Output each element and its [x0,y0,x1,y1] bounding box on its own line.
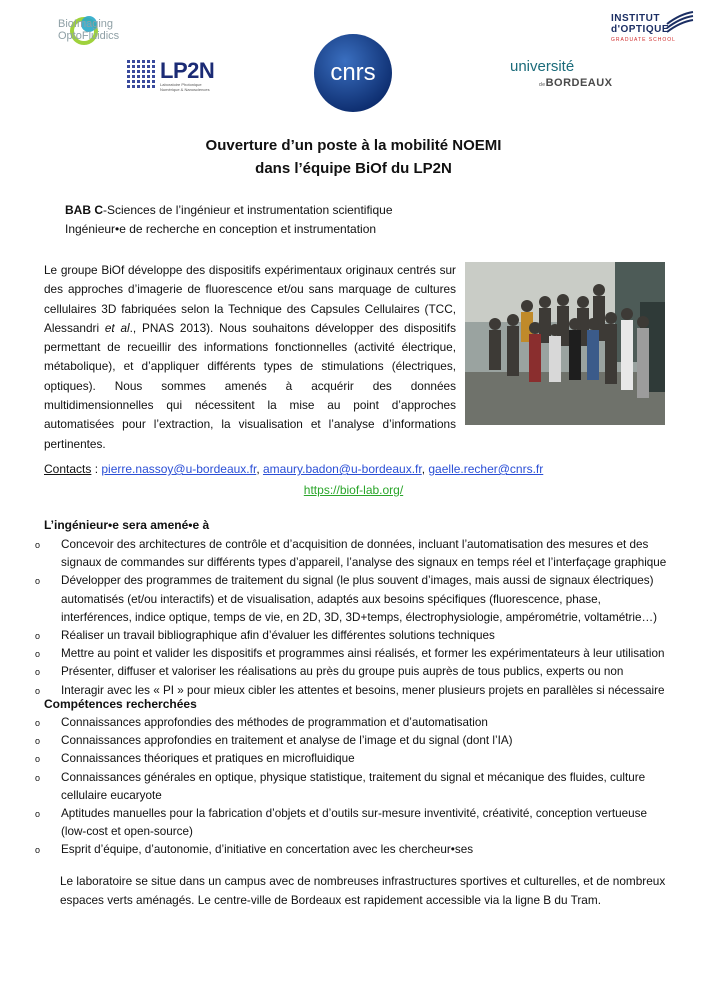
universite-logo-line2: deBORDEAUX [539,77,613,89]
institut-optique-logo-line2: d'OPTIQUE [611,24,669,35]
list-item: o Développer des programmes de traitement du signal (le plus souvent d’images, mais aussi de signaux électriques) automatisés (et/ou interactifs) et de visualisation, adaptés aux besoins spécifiques (fluorescence, phase, interférences, indice optique, temps de vie, en 2D, 3D, 3D+temps, électrophysiologie, ampérométrie, voltamétrie…) [35,574,658,624]
website-link[interactable]: https://biof-lab.org/ [303,483,404,497]
intro-paragraph: Le groupe BiOf développe des dispositifs expérimentaux originaux centrés sur des approches d’imagerie de fluorescence et/ou sans marquage de cultures cellulaires 3D fabriquées selon la Technique des Capsules Cellulaires (TCC, Alessandri et al., PNAS 2013). Nous souhaitons développer des dispositifs permettant de recueillir des informations fonctionnelles (activité électrique, métabolique), et d’appliquer différents types de stimulations (électriques, optiques). Nous sommes amenés à acquérir des données multidimensionnelles qui nécessitent la mise au point d’approches automatisées pour l’extraction, la visualisation et l’analyse d’informations pertinentes. [44,263,456,451]
outro-paragraph: Le laboratoire se situe dans un campus avec de nombreuses infrastructures sportives et culturelles, et de nombreux espaces verts aménagés. Le centre-ville de Bordeaux est rapidement accessible via la ligne B du Tram. [60,874,666,907]
cnrs-logo-text: cnrs [330,59,376,86]
cnrs-logo [313,33,393,113]
list-item: o Concevoir des architectures de contrôle et d’acquisition de données, incluant l’automatisation des mesures et des signaux de commandes sur différents types d’appareil, l’analyse des signaux en temps réel et l’interfaçage graphique [35,538,667,570]
list-item: o Connaissances théoriques et pratiques en microfluidique [35,750,669,768]
bullet-icon: o [35,576,41,587]
lp2n-grid-icon [127,60,157,90]
bioimaging-logo-text: BioImaging OptoFluidics [58,18,120,42]
bab-code: BAB C [65,203,103,217]
list-item: o Aptitudes manuelles pour la fabrication d’objets et d’outils sur-mesure inventivité, créativité, conception vertueuse (low-cost et open-source) [35,807,647,839]
list-item: o Réaliser un travail bibliographique afin d’évaluer les différentes solutions techniques [35,627,669,645]
institut-optique-logo-line3: GRADUATE SCHOOL [611,37,676,43]
lp2n-logo: LP2N [160,58,215,83]
bullet-icon: o [35,736,41,747]
bullet-icon: o [35,685,41,696]
job-category [65,201,393,239]
bullet-icon: o [35,540,41,550]
website-line [0,483,707,497]
skills-heading: Compétences recherchées [44,697,197,711]
universite-logo-line1: université [510,58,575,75]
list-item: o Connaissances approfondies en traitement et analyse de l’image et du signal (dont l’IA) [35,732,669,750]
email-link[interactable]: pierre.nassoy@u-bordeaux.fr [101,462,257,476]
email-link[interactable]: amaury.badon@u-bordeaux.fr [262,462,422,476]
bullet-icon: o [35,631,41,642]
bullet-icon: o [35,667,41,678]
duties-heading: L’ingénieur•e sera amené•e à [44,518,210,532]
page-title-line1: Ouverture d’un poste à la mobilité NOEMI [205,137,502,154]
bullet-icon: o [35,809,41,820]
list-item: o Connaissances générales en optique, physique statistique, traitement du signal et mécanique des fluides, culture cellulaire eucaryote [35,770,646,802]
bullet-icon: o [35,772,41,783]
team-photo [465,262,665,425]
bullet-icon: o [35,649,41,660]
skills-list [35,714,669,860]
list-item: o Esprit d’équipe, d’autonomie, d’initiative en concertation avec les chercheur•ses [35,841,669,859]
list-item: o Présenter, diffuser et valoriser les réalisations au près du groupe puis auprès de tous publics, experts ou non [35,663,669,681]
bullet-icon: o [35,754,41,765]
job-position: Ingénieur•e de recherche en conception et instrumentation [65,222,377,236]
list-item: o Interagir avec les « PI » pour mieux cibler les attentes et besoins, mener plusieurs projets en parallèles si nécessaire [35,682,669,700]
bullet-icon: o [35,845,41,856]
email-link[interactable]: gaelle.recher@cnrs.fr [428,462,544,476]
list-item: o Connaissances approfondies des méthodes de programmation et d’automatisation [35,714,669,732]
institut-optique-logo-line1: INSTITUT [611,13,660,24]
institut-optique-swoosh-icon [665,10,695,36]
list-item: o Mettre au point et valider les dispositifs et programmes ainsi réalisés, et former les expérimentateurs à leur utilisation [35,645,669,663]
contacts-line: Contacts : pierre.nassoy@u-bordeaux.fr, amaury.badon@u-bordeaux.fr, gaelle.recher@cnrs.fr [44,462,544,476]
bullet-icon: o [35,718,41,728]
page-title-line2: dans l’équipe BiOf du LP2N [255,160,452,177]
lp2n-logo-subtitle: Laboratoire Photonique Numérique & Nanosciences [160,82,210,92]
bab-field: -Sciences de l’ingénieur et instrumentation scientifique [103,203,393,217]
duties-list [35,536,669,700]
contacts-label: Contacts [44,462,92,476]
